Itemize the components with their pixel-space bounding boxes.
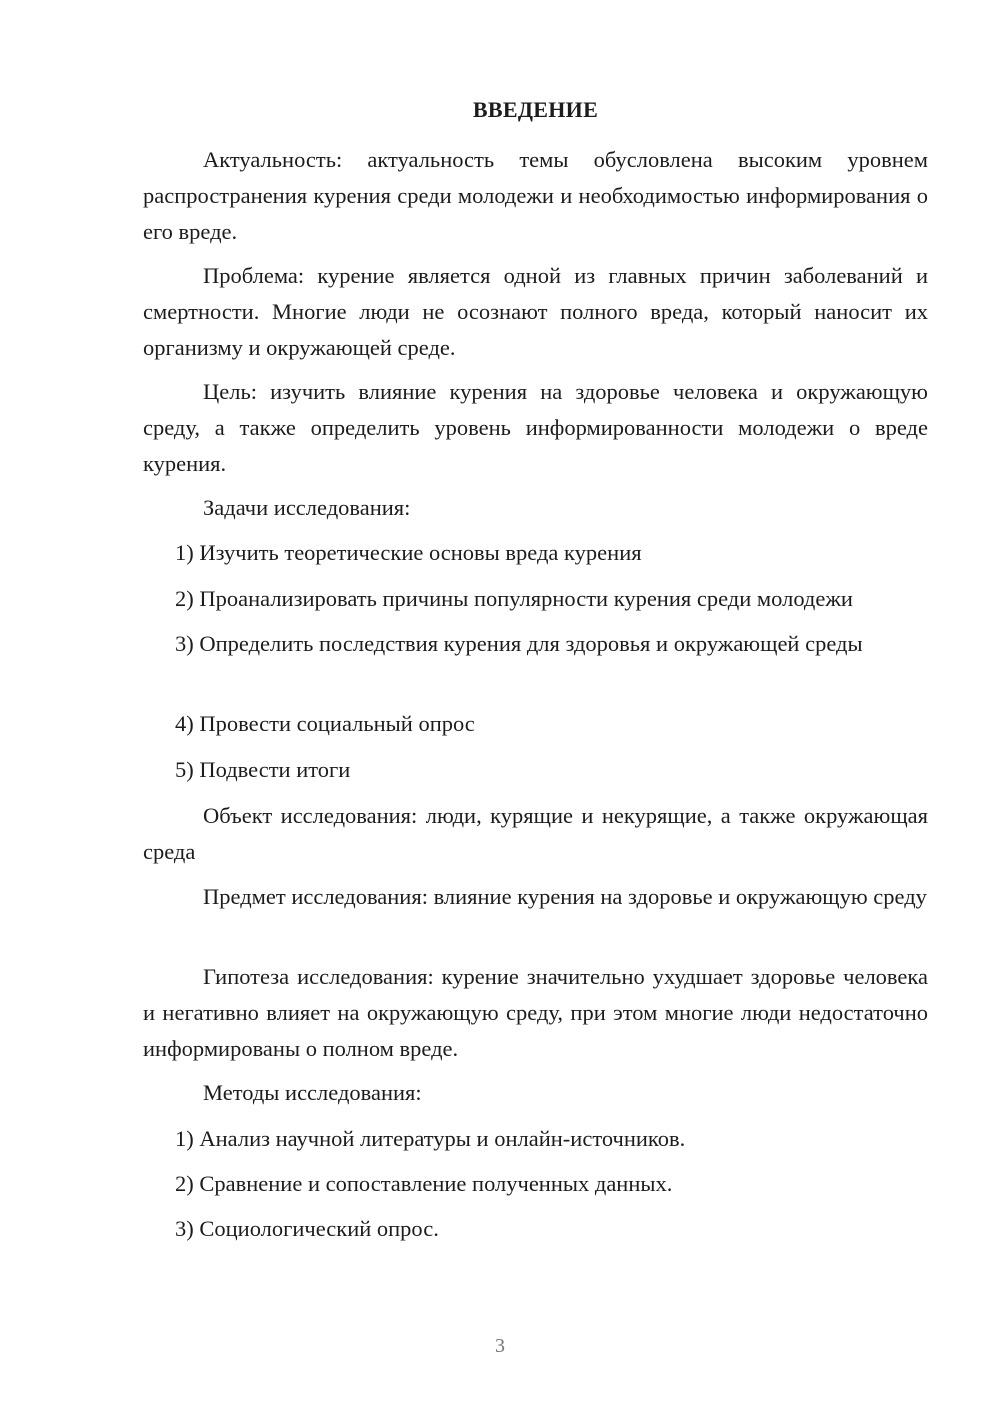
paragraph-subject: Предмет исследования: влияние курения на здоровье и окружающую среду — [203, 884, 927, 909]
method-item-3: 3) Социологический опрос. — [175, 1216, 439, 1241]
paragraph-goal: Цель: изучить влияние курения на здоровье человека и окружающую среду, а также определить уровень информированности молодежи о вреде курения. — [143, 379, 928, 476]
paragraph-problem: Проблема: курение является одной из главных причин заболеваний и смертности. Многие люди не осознают полного вреда, который наносит их организму и окружающей среде. — [143, 263, 928, 360]
page-number: 3 — [495, 1335, 505, 1357]
methods-heading: Методы исследования: — [203, 1080, 422, 1105]
paragraph-relevance: Актуальность: актуальность темы обусловлена высоким уровнем распространения курения среди молодежи и необходимостью информирования о его вреде. — [143, 147, 928, 244]
method-item-2: 2) Сравнение и сопоставление полученных данных. — [175, 1171, 673, 1196]
task-item-2: 2) Проанализировать причины популярности курения среди молодежи — [175, 586, 853, 611]
paragraph-object: Объект исследования: люди, курящие и некурящие, а также окружающая среда — [143, 803, 928, 864]
method-item-1: 1) Анализ научной литературы и онлайн-источников. — [175, 1126, 686, 1151]
section-title: ВВЕДЕНИЕ — [472, 97, 599, 122]
task-item-4: 4) Провести социальный опрос — [175, 711, 475, 736]
task-item-1: 1) Изучить теоретические основы вреда курения — [175, 540, 642, 565]
paragraph-hypothesis: Гипотеза исследования: курение значительно ухудшает здоровье человека и негативно влияет на окружающую среду, при этом многие люди недостаточно информированы о полном вреде. — [143, 964, 928, 1061]
task-item-5: 5) Подвести итоги — [175, 757, 351, 782]
tasks-heading: Задачи исследования: — [203, 495, 411, 520]
task-item-3: 3) Определить последствия курения для здоровья и окружающей среды — [175, 631, 863, 656]
